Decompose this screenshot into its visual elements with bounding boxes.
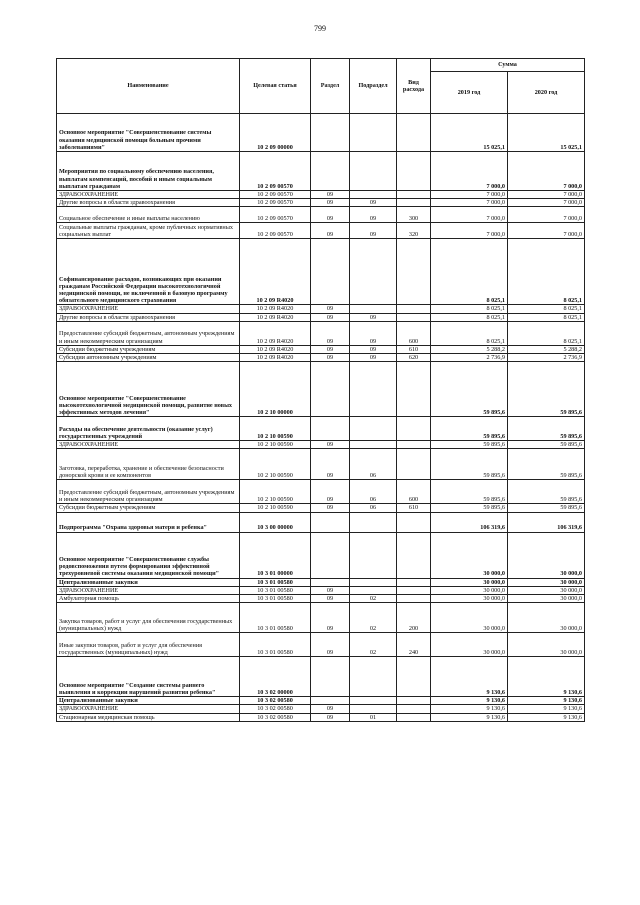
row-section: [311, 417, 350, 441]
row-section: 09: [311, 223, 350, 239]
table-row: [57, 441, 585, 449]
row-target-article: 10 2 09 00570: [240, 199, 311, 207]
row-name: ЗДРАВООХРАНЕНИЕ: [57, 705, 240, 713]
row-expense-type: 610: [397, 345, 431, 353]
row-name: Субсидии бюджетным учреждениям: [57, 345, 240, 353]
row-target-article: 10 2 09 R4020: [240, 305, 311, 313]
row-target-article: 10 2 09 00570: [240, 152, 311, 191]
row-amount-2019: 59 895,6: [431, 480, 508, 504]
row-amount-2019: 9 130,6: [431, 705, 508, 713]
table-row: [57, 152, 585, 191]
header-expense-type: Вид расхода: [397, 59, 431, 114]
row-target-article: 10 2 10 00000: [240, 362, 311, 417]
row-amount-2019: 7 000,0: [431, 223, 508, 239]
table-row: [57, 313, 585, 321]
row-subsection: [350, 114, 397, 152]
row-target-article: 10 2 10 00590: [240, 417, 311, 441]
row-expense-type: [397, 441, 431, 449]
row-target-article: 10 3 02 00580: [240, 705, 311, 713]
row-subsection: 02: [350, 633, 397, 657]
row-amount-2019: 59 895,6: [431, 362, 508, 417]
row-amount-2020: 30 000,0: [508, 586, 585, 594]
row-amount-2019: 106 319,6: [431, 512, 508, 532]
row-amount-2019: 59 895,6: [431, 417, 508, 441]
table-row: [57, 449, 585, 480]
table-row: [57, 697, 585, 705]
row-subsection: [350, 441, 397, 449]
row-expense-type: 610: [397, 504, 431, 512]
row-target-article: 10 2 09 R4020: [240, 321, 311, 345]
row-subsection: 06: [350, 480, 397, 504]
header-year-2020: 2020 год: [508, 72, 585, 114]
row-subsection: 02: [350, 595, 397, 603]
row-amount-2019: 8 025,1: [431, 239, 508, 305]
table-row: [57, 223, 585, 239]
row-amount-2020: 7 000,0: [508, 191, 585, 199]
table-row: [57, 512, 585, 532]
budget-table: [56, 58, 585, 722]
row-expense-type: [397, 586, 431, 594]
row-amount-2019: 59 895,6: [431, 504, 508, 512]
row-section: [311, 697, 350, 705]
row-subsection: [350, 239, 397, 305]
table-row: [57, 603, 585, 633]
row-target-article: 10 3 01 00580: [240, 586, 311, 594]
row-amount-2020: 59 895,6: [508, 449, 585, 480]
row-section: 09: [311, 305, 350, 313]
table-row: [57, 362, 585, 417]
row-amount-2020: 9 130,6: [508, 705, 585, 713]
row-section: 09: [311, 199, 350, 207]
row-amount-2019: 30 000,0: [431, 532, 508, 578]
row-subsection: 09: [350, 223, 397, 239]
row-subsection: 09: [350, 199, 397, 207]
table-row: [57, 321, 585, 345]
row-target-article: 10 3 01 00580: [240, 633, 311, 657]
row-subsection: 06: [350, 449, 397, 480]
row-amount-2020: 9 130,6: [508, 697, 585, 705]
row-subsection: [350, 532, 397, 578]
row-amount-2019: 30 000,0: [431, 633, 508, 657]
row-subsection: 02: [350, 603, 397, 633]
row-name: Мероприятия по социальному обеспечению населения, выплатам компенсаций, пособий и иным социальным выплатам гражданам: [57, 152, 240, 191]
row-amount-2019: 9 130,6: [431, 713, 508, 721]
row-subsection: [350, 697, 397, 705]
page-number: 799: [314, 24, 326, 33]
row-expense-type: 240: [397, 633, 431, 657]
row-subsection: [350, 191, 397, 199]
row-expense-type: [397, 362, 431, 417]
row-target-article: 10 3 01 00580: [240, 603, 311, 633]
row-subsection: 09: [350, 345, 397, 353]
row-amount-2020: 30 000,0: [508, 633, 585, 657]
row-name: Закупка товаров, работ и услуг для обеспечения государственных (муниципальных) нужд: [57, 603, 240, 633]
row-amount-2020: 8 025,1: [508, 239, 585, 305]
row-expense-type: [397, 512, 431, 532]
row-expense-type: [397, 305, 431, 313]
row-amount-2020: 59 895,6: [508, 417, 585, 441]
row-amount-2019: 30 000,0: [431, 578, 508, 586]
row-amount-2020: 30 000,0: [508, 578, 585, 586]
row-section: 09: [311, 633, 350, 657]
row-target-article: 10 3 01 00580: [240, 578, 311, 586]
row-amount-2020: 8 025,1: [508, 305, 585, 313]
header-subsection: Подраздел: [350, 59, 397, 114]
row-target-article: 10 2 09 R4020: [240, 345, 311, 353]
row-subsection: 09: [350, 313, 397, 321]
row-amount-2020: 7 000,0: [508, 152, 585, 191]
row-section: [311, 512, 350, 532]
row-subsection: 09: [350, 207, 397, 223]
table-row: [57, 305, 585, 313]
row-target-article: 10 3 01 00000: [240, 532, 311, 578]
table-row: [57, 354, 585, 362]
row-section: 09: [311, 595, 350, 603]
row-subsection: [350, 417, 397, 441]
row-amount-2019: 7 000,0: [431, 152, 508, 191]
row-section: [311, 578, 350, 586]
row-expense-type: [397, 114, 431, 152]
header-target-article: Целевая статья: [240, 59, 311, 114]
row-amount-2020: 7 000,0: [508, 207, 585, 223]
row-amount-2019: 59 895,6: [431, 441, 508, 449]
row-section: 09: [311, 603, 350, 633]
row-name: Централизованные закупки: [57, 578, 240, 586]
row-subsection: [350, 512, 397, 532]
table-row: [57, 480, 585, 504]
row-expense-type: [397, 657, 431, 697]
row-section: 09: [311, 313, 350, 321]
row-amount-2020: 8 025,1: [508, 313, 585, 321]
row-name: Социальные выплаты гражданам, кроме публичных нормативных социальных выплат: [57, 223, 240, 239]
row-amount-2020: 59 895,6: [508, 362, 585, 417]
row-expense-type: [397, 239, 431, 305]
table-row: [57, 504, 585, 512]
row-section: 09: [311, 321, 350, 345]
row-section: 09: [311, 713, 350, 721]
row-expense-type: [397, 313, 431, 321]
row-amount-2019: 8 025,1: [431, 321, 508, 345]
row-name: ЗДРАВООХРАНЕНИЕ: [57, 305, 240, 313]
row-expense-type: 600: [397, 480, 431, 504]
table-row: [57, 345, 585, 353]
row-amount-2019: 15 025,1: [431, 114, 508, 152]
table-row: [57, 578, 585, 586]
row-name: ЗДРАВООХРАНЕНИЕ: [57, 441, 240, 449]
table-row: [57, 191, 585, 199]
row-amount-2019: 8 025,1: [431, 313, 508, 321]
row-target-article: 10 2 10 00590: [240, 449, 311, 480]
row-name: Иные закупки товаров, работ и услуг для обеспечения государственных (муниципальных) нужд: [57, 633, 240, 657]
row-section: 09: [311, 207, 350, 223]
row-expense-type: 620: [397, 354, 431, 362]
row-name: Основное мероприятие "Совершенствование службы родовспоможения путем формирования эффективной трехуровневой системы оказания медицинской помощи": [57, 532, 240, 578]
row-name: Софинансирование расходов, возникающих при оказании гражданам Российской Федерации высокотехнологичной медицинской помощи, не включенной в базовую программу обязательного медицинского страхования: [57, 239, 240, 305]
row-target-article: 10 2 09 R4020: [240, 313, 311, 321]
row-target-article: 10 2 10 00590: [240, 480, 311, 504]
row-name: Амбулаторная помощь: [57, 595, 240, 603]
row-name: Основное мероприятие "Совершенствование высокотехнологичной медицинской помощи, развитие новых эффективных методов лечения": [57, 362, 240, 417]
table-row: [57, 239, 585, 305]
row-subsection: 09: [350, 321, 397, 345]
row-name: Централизованные закупки: [57, 697, 240, 705]
row-target-article: 10 2 09 R4020: [240, 354, 311, 362]
table-row: [57, 713, 585, 721]
row-amount-2019: 30 000,0: [431, 603, 508, 633]
row-subsection: [350, 362, 397, 417]
row-section: [311, 239, 350, 305]
row-target-article: 10 2 09 00000: [240, 114, 311, 152]
row-amount-2020: 15 025,1: [508, 114, 585, 152]
row-expense-type: [397, 199, 431, 207]
row-amount-2019: 5 288,2: [431, 345, 508, 353]
row-amount-2019: 7 000,0: [431, 199, 508, 207]
header-year-2019: 2019 год: [431, 72, 508, 114]
row-target-article: 10 2 09 R4020: [240, 239, 311, 305]
row-name: Подпрограмма "Охрана здоровья матери и ребенка": [57, 512, 240, 532]
row-expense-type: [397, 191, 431, 199]
row-subsection: [350, 578, 397, 586]
header-section: Раздел: [311, 59, 350, 114]
row-expense-type: 300: [397, 207, 431, 223]
row-amount-2020: 9 130,6: [508, 713, 585, 721]
row-amount-2020: 59 895,6: [508, 441, 585, 449]
row-expense-type: [397, 697, 431, 705]
table-row: [57, 586, 585, 594]
row-section: [311, 114, 350, 152]
table-row: [57, 657, 585, 697]
row-name: Основное мероприятие "Совершенствование системы оказания медицинской помощи больным прочими заболеваниями": [57, 114, 240, 152]
row-amount-2020: 59 895,6: [508, 504, 585, 512]
row-amount-2019: 30 000,0: [431, 595, 508, 603]
row-section: 09: [311, 705, 350, 713]
row-amount-2019: 8 025,1: [431, 305, 508, 313]
row-amount-2019: 2 736,9: [431, 354, 508, 362]
row-section: 09: [311, 345, 350, 353]
row-expense-type: 600: [397, 321, 431, 345]
row-name: Субсидии автономным учреждениям: [57, 354, 240, 362]
row-amount-2020: 2 736,9: [508, 354, 585, 362]
row-target-article: 10 3 00 00000: [240, 512, 311, 532]
row-amount-2020: 30 000,0: [508, 595, 585, 603]
row-amount-2019: 7 000,0: [431, 207, 508, 223]
row-expense-type: [397, 595, 431, 603]
row-subsection: 01: [350, 713, 397, 721]
row-amount-2019: 30 000,0: [431, 586, 508, 594]
row-name: Социальное обеспечение и иные выплаты населению: [57, 207, 240, 223]
row-section: 09: [311, 449, 350, 480]
row-target-article: 10 3 02 00580: [240, 697, 311, 705]
row-amount-2020: 30 000,0: [508, 532, 585, 578]
row-section: 09: [311, 354, 350, 362]
row-subsection: [350, 305, 397, 313]
row-section: 09: [311, 586, 350, 594]
table-row: [57, 633, 585, 657]
row-name: Предоставление субсидий бюджетным, автономным учреждениям и иным некоммерческим организациям: [57, 321, 240, 345]
row-expense-type: [397, 152, 431, 191]
table-row: [57, 199, 585, 207]
row-subsection: [350, 657, 397, 697]
row-name: Стационарная медицинская помощь: [57, 713, 240, 721]
row-target-article: 10 2 09 00570: [240, 191, 311, 199]
row-expense-type: [397, 417, 431, 441]
table-row: [57, 595, 585, 603]
row-amount-2020: 8 025,1: [508, 321, 585, 345]
row-amount-2020: 7 000,0: [508, 199, 585, 207]
row-subsection: [350, 152, 397, 191]
row-amount-2020: 59 895,6: [508, 480, 585, 504]
row-subsection: [350, 586, 397, 594]
row-section: [311, 152, 350, 191]
row-amount-2020: 7 000,0: [508, 223, 585, 239]
row-target-article: 10 2 09 00570: [240, 207, 311, 223]
row-name: ЗДРАВООХРАНЕНИЕ: [57, 586, 240, 594]
row-subsection: 09: [350, 354, 397, 362]
row-amount-2019: 9 130,6: [431, 697, 508, 705]
table-row: [57, 114, 585, 152]
row-target-article: 10 2 10 00590: [240, 504, 311, 512]
row-section: 09: [311, 480, 350, 504]
table-row: [57, 417, 585, 441]
row-section: [311, 362, 350, 417]
row-amount-2020: 9 130,6: [508, 657, 585, 697]
row-subsection: [350, 705, 397, 713]
row-expense-type: [397, 713, 431, 721]
row-name: Основное мероприятие "Создание системы раннего выявления и коррекции нарушений развития ребенка": [57, 657, 240, 697]
row-expense-type: [397, 449, 431, 480]
row-expense-type: 200: [397, 603, 431, 633]
table-row: [57, 207, 585, 223]
header-name: Наименование: [57, 59, 240, 114]
row-name: ЗДРАВООХРАНЕНИЕ: [57, 191, 240, 199]
row-expense-type: [397, 578, 431, 586]
row-amount-2020: 5 288,2: [508, 345, 585, 353]
row-expense-type: [397, 705, 431, 713]
header-sum: Сумма: [431, 59, 585, 72]
row-target-article: 10 2 10 00590: [240, 441, 311, 449]
row-expense-type: [397, 532, 431, 578]
table-row: [57, 532, 585, 578]
row-name: Заготовка, переработка, хранение и обеспечение безопасности донорской крови и ее компонентов: [57, 449, 240, 480]
row-name: Субсидии бюджетным учреждениям: [57, 504, 240, 512]
row-target-article: 10 3 02 00000: [240, 657, 311, 697]
row-name: Расходы на обеспечение деятельности (оказание услуг) государственных учреждений: [57, 417, 240, 441]
row-amount-2020: 30 000,0: [508, 603, 585, 633]
row-section: 09: [311, 504, 350, 512]
row-expense-type: 320: [397, 223, 431, 239]
row-amount-2019: 7 000,0: [431, 191, 508, 199]
row-amount-2019: 59 895,6: [431, 449, 508, 480]
row-name: Другие вопросы в области здравоохранения: [57, 313, 240, 321]
row-name: Другие вопросы в области здравоохранения: [57, 199, 240, 207]
row-target-article: 10 3 01 00580: [240, 595, 311, 603]
row-name: Предоставление субсидий бюджетным, автономным учреждениям и иным некоммерческим организациям: [57, 480, 240, 504]
row-target-article: 10 3 02 00580: [240, 713, 311, 721]
table-row: [57, 705, 585, 713]
row-amount-2020: 106 319,6: [508, 512, 585, 532]
row-section: [311, 532, 350, 578]
row-section: [311, 657, 350, 697]
row-amount-2019: 9 130,6: [431, 657, 508, 697]
row-target-article: 10 2 09 00570: [240, 223, 311, 239]
row-section: 09: [311, 191, 350, 199]
row-subsection: 06: [350, 504, 397, 512]
row-section: 09: [311, 441, 350, 449]
